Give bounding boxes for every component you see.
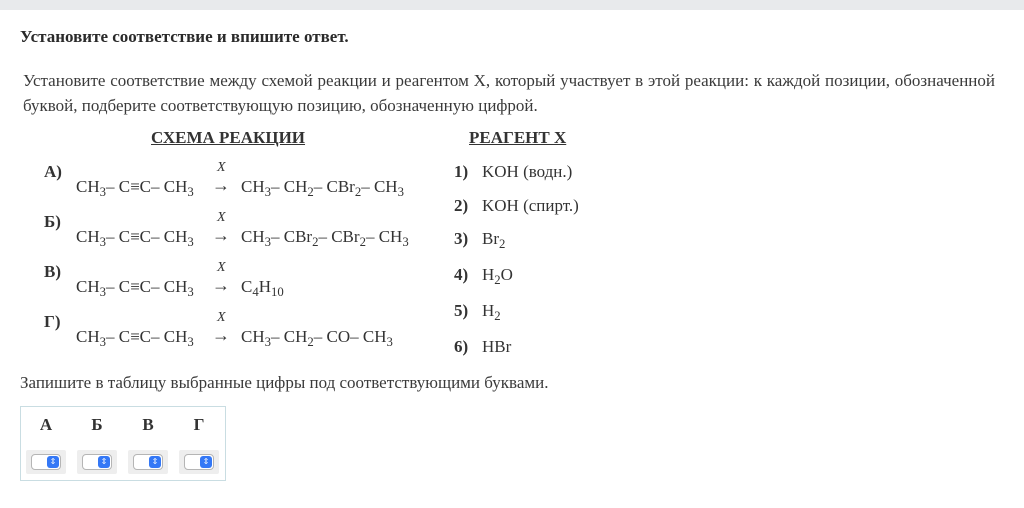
reagent-number: 3): [454, 229, 469, 248]
chevron-up-down-icon: ⇕: [149, 456, 161, 468]
reaction-reagent-x: X: [217, 260, 226, 275]
reaction-product: $C_4H_{10}$: [241, 277, 284, 299]
reaction-reactant: $CH_3-$ C≡C– $CH_3$: [76, 177, 194, 199]
answer-table: [20, 406, 226, 481]
reagent-number: 6): [454, 337, 469, 356]
reaction-letter: В): [44, 262, 61, 281]
reagent-name: KOH (спирт.): [482, 196, 579, 215]
reaction-arrow: →: [212, 325, 230, 345]
reagent-number: 5): [454, 301, 469, 320]
reagent-column-header: РЕАГЕНТ X: [469, 128, 567, 147]
answer-cell-b: [77, 450, 117, 474]
top-bar: [0, 0, 1024, 10]
reaction-reactant: $CH_3-$ C≡C– $CH_3$: [76, 327, 194, 349]
reaction-arrow: →: [212, 275, 230, 295]
reagent-name: KOH (водн.): [482, 162, 573, 181]
reagent-name: $H_2$: [482, 301, 501, 323]
task-title: Установите соответствие и впишите ответ.: [20, 27, 349, 46]
reaction-reactant: $CH_3-$ C≡C– $CH_3$: [76, 277, 194, 299]
reagent-name: $Br_2$: [482, 229, 506, 251]
answer-select-v[interactable]: [133, 454, 163, 470]
task-text: Установите соответствие между схемой реакции и реагентом X, который участвует в этой реакции: к каждой позиции, обозначенной буквой, подберите соответствующую позицию, обозначенную цифрой.: [23, 71, 995, 115]
answer-column-g: Г: [193, 415, 205, 434]
reaction-arrow: →: [212, 225, 230, 245]
reaction-product: $CH_3-$ $CH_2-$ CO– $CH_3$: [241, 327, 393, 349]
answer-column-b: Б: [91, 415, 103, 434]
answer-select-a[interactable]: [31, 454, 61, 470]
answer-cell-g: [179, 450, 219, 474]
reaction-product: $CH_3-$ CBr$_2$– CBr$_2$– $CH_3$: [241, 227, 409, 249]
scheme-column-header: СХЕМА РЕАКЦИИ: [151, 128, 306, 147]
answer-column-v: В: [142, 415, 154, 434]
answer-select-b[interactable]: [82, 454, 112, 470]
reaction-letter: А): [44, 162, 62, 181]
answer-cell-v: [128, 450, 168, 474]
reaction-reagent-x: X: [217, 310, 226, 325]
chevron-up-down-icon: ⇕: [98, 456, 110, 468]
reaction-reagent-x: X: [217, 160, 226, 175]
reagent-name: $H_2O$: [482, 265, 513, 287]
reaction-arrow: →: [212, 175, 230, 195]
reaction-product: $CH_3-$ $CH_2-$ CBr$_2$– $CH_3$: [241, 177, 404, 199]
reaction-letter: Б): [44, 212, 61, 231]
answer-instruction: Запишите в таблицу выбранные цифры под соответствующими буквами.: [20, 373, 549, 392]
chevron-up-down-icon: ⇕: [200, 456, 212, 468]
reagent-number: 1): [454, 162, 469, 181]
reaction-letter: Г): [44, 312, 61, 331]
answer-column-a: А: [39, 415, 53, 434]
reagent-number: 4): [454, 265, 469, 284]
reaction-reactant: $CH_3-$ C≡C– $CH_3$: [76, 227, 194, 249]
reaction-reagent-x: X: [217, 210, 226, 225]
reagent-number: 2): [454, 196, 469, 215]
reagent-name: HBr: [482, 337, 512, 356]
answer-cell-a: [26, 450, 66, 474]
answer-select-g[interactable]: [184, 454, 214, 470]
chevron-up-down-icon: ⇕: [47, 456, 59, 468]
